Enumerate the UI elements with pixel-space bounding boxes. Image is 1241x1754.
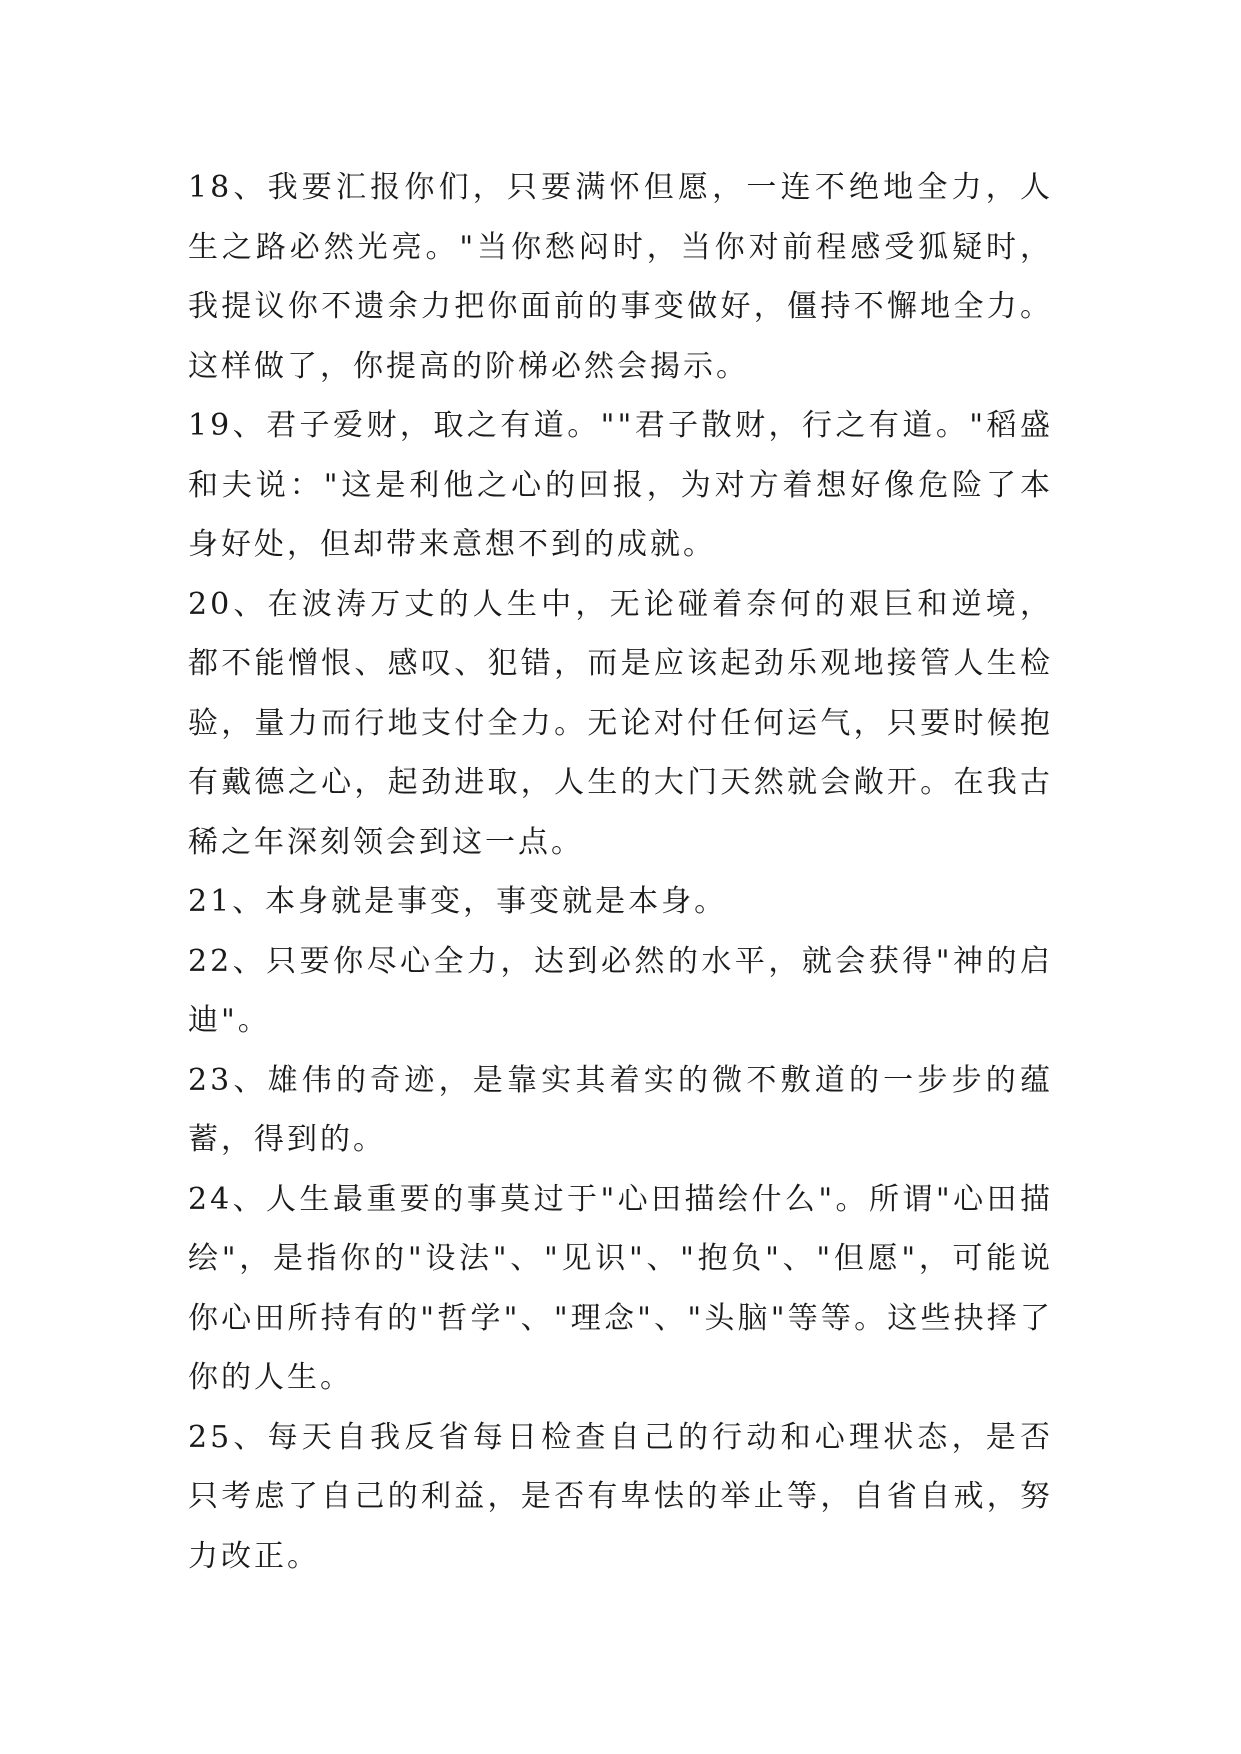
document-body <box>188 158 1053 1586</box>
paragraph-22: 22、只要你尽心全力，达到必然的水平，就会获得"神的启迪"。 <box>188 943 1053 1038</box>
paragraph-18: 18、我要汇报你们，只要满怀但愿，一连不绝地全力，人生之路必然光亮。"当你愁闷时，当你对前程感受狐疑时，我提议你不遗余力把你面前的事变做好，僵持不懈地全力。这样做了，你提高的阶梯必然会揭示。 <box>188 170 1053 384</box>
paragraph-25: 25、每天自我反省每日检查自己的行动和心理状态，是否只考虑了自己的利益，是否有卑怯的举止等，自省自戒，努力改正。 <box>188 1419 1053 1574</box>
paragraph-20: 20、在波涛万丈的人生中，无论碰着奈何的艰巨和逆境，都不能憎恨、感叹、犯错，而是应该起劲乐观地接管人生检验，量力而行地支付全力。无论对付任何运气，只要时候抱有戴德之心，起劲进取，人生的大门天然就会敞开。在我古稀之年深刻领会到这一点。 <box>188 586 1053 860</box>
paragraph-21: 21、本身就是事变，事变就是本身。 <box>188 884 728 919</box>
paragraph-24: 24、人生最重要的事莫过于"心田描绘什么"。所谓"心田描绘"，是指你的"设法"、"见识"、"抱负"、"但愿"，可能说你心田所持有的"哲学"、"理念"、"头脑"等等。这些抉择了你的人生。 <box>188 1181 1053 1395</box>
paragraph-19: 19、君子爱财，取之有道。""君子散财，行之有道。"稻盛和夫说："这是利他之心的回报，为对方着想好像危险了本身好处，但却带来意想不到的成就。 <box>188 408 1053 562</box>
paragraph-23: 23、雄伟的奇迹，是靠实其着实的微不敷道的一步步的蕴蓄，得到的。 <box>188 1062 1053 1157</box>
